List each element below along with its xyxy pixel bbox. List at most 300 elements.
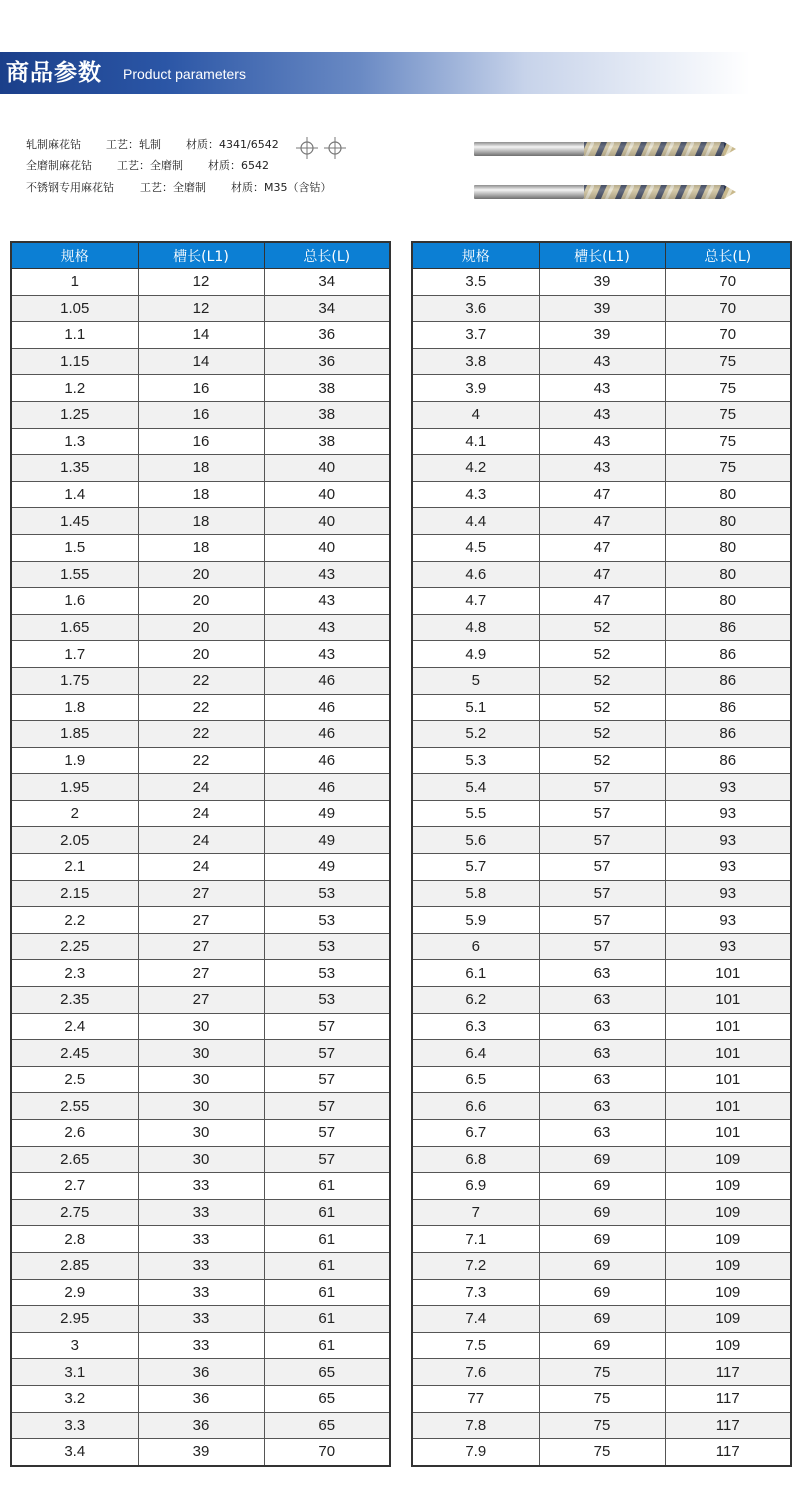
spec-line-rolled — [26, 137, 279, 153]
cell-flute-length: 22 — [138, 667, 264, 694]
table-row — [11, 588, 390, 615]
table-row — [11, 375, 390, 402]
cell-spec: 2.35 — [11, 987, 138, 1014]
cell-spec: 4.5 — [412, 534, 539, 561]
table-row — [11, 481, 390, 508]
cell-flute-length: 24 — [138, 827, 264, 854]
cell-spec: 2.2 — [11, 907, 138, 934]
table-row — [11, 269, 390, 296]
table-row — [412, 348, 791, 375]
table-row — [412, 534, 791, 561]
cell-flute-length: 63 — [539, 960, 665, 987]
table-row — [412, 322, 791, 349]
cell-total-length: 57 — [264, 1146, 390, 1173]
cell-spec: 5.6 — [412, 827, 539, 854]
cell-flute-length: 63 — [539, 1013, 665, 1040]
cell-total-length: 40 — [264, 455, 390, 482]
cell-spec: 7.5 — [412, 1332, 539, 1359]
table-row — [11, 1359, 390, 1386]
cell-spec: 7.6 — [412, 1359, 539, 1386]
table-row — [412, 1439, 791, 1466]
table-row — [11, 1439, 390, 1466]
cell-flute-length: 24 — [138, 774, 264, 801]
table-row — [11, 428, 390, 455]
cell-spec: 1.45 — [11, 508, 138, 535]
cell-flute-length: 30 — [138, 1066, 264, 1093]
cell-spec: 1.2 — [11, 375, 138, 402]
cell-total-length: 80 — [665, 561, 791, 588]
cell-spec: 5.5 — [412, 800, 539, 827]
cell-total-length: 101 — [665, 1093, 791, 1120]
cell-flute-length: 47 — [539, 508, 665, 535]
table-row — [11, 880, 390, 907]
spec-name: 轧制麻花钻 — [26, 138, 81, 151]
cell-total-length: 46 — [264, 694, 390, 721]
cell-flute-length: 63 — [539, 1066, 665, 1093]
cell-spec: 5.7 — [412, 854, 539, 881]
cell-flute-length: 30 — [138, 1093, 264, 1120]
cell-spec: 1.75 — [11, 667, 138, 694]
cell-flute-length: 33 — [138, 1332, 264, 1359]
cell-total-length: 80 — [665, 508, 791, 535]
cell-flute-length: 52 — [539, 747, 665, 774]
cell-total-length: 61 — [264, 1279, 390, 1306]
table-header-row — [11, 242, 390, 269]
cell-total-length: 36 — [264, 322, 390, 349]
cell-spec: 5.1 — [412, 694, 539, 721]
table-row — [11, 987, 390, 1014]
cell-spec: 2.25 — [11, 933, 138, 960]
table-row — [412, 987, 791, 1014]
table-row — [412, 1173, 791, 1200]
table-row — [11, 1252, 390, 1279]
cell-spec: 6.9 — [412, 1173, 539, 1200]
table-row — [412, 1226, 791, 1253]
cell-spec: 7.3 — [412, 1279, 539, 1306]
cell-flute-length: 18 — [138, 481, 264, 508]
cell-total-length: 43 — [264, 588, 390, 615]
cell-spec: 2.4 — [11, 1013, 138, 1040]
table-row — [412, 747, 791, 774]
cell-total-length: 70 — [665, 295, 791, 322]
cell-total-length: 57 — [264, 1066, 390, 1093]
table-row — [11, 1332, 390, 1359]
cell-flute-length: 33 — [138, 1199, 264, 1226]
cell-flute-length: 18 — [138, 534, 264, 561]
cell-spec: 2.75 — [11, 1199, 138, 1226]
table-row — [11, 1066, 390, 1093]
cell-spec: 77 — [412, 1385, 539, 1412]
cell-spec: 7.8 — [412, 1412, 539, 1439]
table-row — [11, 561, 390, 588]
table-row — [412, 800, 791, 827]
cell-flute-length: 57 — [539, 827, 665, 854]
column-header-spec: 规格 — [11, 242, 138, 269]
cell-spec: 1.95 — [11, 774, 138, 801]
cell-flute-length: 18 — [138, 455, 264, 482]
cell-total-length: 86 — [665, 721, 791, 748]
cell-total-length: 70 — [665, 269, 791, 296]
cell-spec: 4.1 — [412, 428, 539, 455]
cell-total-length: 65 — [264, 1359, 390, 1386]
cell-flute-length: 43 — [539, 401, 665, 428]
cell-flute-length: 22 — [138, 747, 264, 774]
cell-flute-length: 43 — [539, 375, 665, 402]
cell-flute-length: 24 — [138, 800, 264, 827]
cell-flute-length: 69 — [539, 1226, 665, 1253]
cell-total-length: 101 — [665, 1013, 791, 1040]
cell-spec: 1.6 — [11, 588, 138, 615]
column-header-flute-length: 槽长(L1) — [539, 242, 665, 269]
table-row — [412, 960, 791, 987]
cell-spec: 2.85 — [11, 1252, 138, 1279]
cell-spec: 1.85 — [11, 721, 138, 748]
cell-total-length: 49 — [264, 827, 390, 854]
cell-spec: 5.2 — [412, 721, 539, 748]
cell-total-length: 75 — [665, 428, 791, 455]
table-row — [412, 694, 791, 721]
cell-flute-length: 16 — [138, 428, 264, 455]
spec-process: 工艺：全磨制 — [117, 159, 183, 172]
cell-total-length: 109 — [665, 1173, 791, 1200]
cell-spec: 2.15 — [11, 880, 138, 907]
cell-spec: 4.7 — [412, 588, 539, 615]
cell-total-length: 53 — [264, 960, 390, 987]
cell-spec: 4.2 — [412, 455, 539, 482]
cell-flute-length: 63 — [539, 1093, 665, 1120]
table-row — [11, 401, 390, 428]
spec-name: 不锈钢专用麻花钻 — [26, 181, 114, 194]
table-row — [11, 455, 390, 482]
table-row — [11, 1279, 390, 1306]
table-row — [412, 907, 791, 934]
table-row — [11, 827, 390, 854]
cell-total-length: 109 — [665, 1279, 791, 1306]
cell-spec: 1.55 — [11, 561, 138, 588]
cell-spec: 6.2 — [412, 987, 539, 1014]
cell-flute-length: 69 — [539, 1332, 665, 1359]
cell-total-length: 40 — [264, 508, 390, 535]
cell-total-length: 75 — [665, 375, 791, 402]
table-row — [11, 508, 390, 535]
table-row — [11, 1173, 390, 1200]
cell-total-length: 61 — [264, 1252, 390, 1279]
tolerance-symbol-icon — [324, 137, 346, 159]
table-row — [412, 1332, 791, 1359]
table-row — [412, 375, 791, 402]
spec-line-stainless — [26, 180, 332, 196]
table-row — [11, 1412, 390, 1439]
table-row — [11, 641, 390, 668]
cell-flute-length: 52 — [539, 721, 665, 748]
cell-spec: 1.1 — [11, 322, 138, 349]
cell-flute-length: 16 — [138, 375, 264, 402]
cell-spec: 6.8 — [412, 1146, 539, 1173]
cell-spec: 3.5 — [412, 269, 539, 296]
table-row — [11, 960, 390, 987]
table-row — [11, 854, 390, 881]
table-row — [412, 1412, 791, 1439]
table-row — [412, 401, 791, 428]
table-row — [11, 667, 390, 694]
cell-flute-length: 20 — [138, 588, 264, 615]
cell-total-length: 46 — [264, 667, 390, 694]
cell-flute-length: 75 — [539, 1439, 665, 1466]
table-row — [412, 1040, 791, 1067]
cell-flute-length: 47 — [539, 534, 665, 561]
cell-total-length: 117 — [665, 1412, 791, 1439]
cell-spec: 1.35 — [11, 455, 138, 482]
table-row — [11, 1146, 390, 1173]
cell-spec: 2.6 — [11, 1120, 138, 1147]
cell-spec: 3.3 — [11, 1412, 138, 1439]
cell-spec: 1.65 — [11, 614, 138, 641]
cell-spec: 3.2 — [11, 1385, 138, 1412]
cell-spec: 6 — [412, 933, 539, 960]
cell-flute-length: 57 — [539, 774, 665, 801]
cell-flute-length: 39 — [138, 1439, 264, 1466]
cell-flute-length: 27 — [138, 987, 264, 1014]
drill-bit-icon — [474, 183, 736, 201]
table-row — [412, 1279, 791, 1306]
cell-total-length: 109 — [665, 1146, 791, 1173]
cell-spec: 2.7 — [11, 1173, 138, 1200]
table-row — [412, 269, 791, 296]
cell-total-length: 93 — [665, 933, 791, 960]
cell-spec: 1.4 — [11, 481, 138, 508]
cell-flute-length: 75 — [539, 1412, 665, 1439]
cell-flute-length: 20 — [138, 641, 264, 668]
cell-flute-length: 33 — [138, 1306, 264, 1333]
column-header-total-length: 总长(L) — [665, 242, 791, 269]
cell-spec: 6.3 — [412, 1013, 539, 1040]
cell-total-length: 40 — [264, 534, 390, 561]
cell-total-length: 57 — [264, 1040, 390, 1067]
table-row — [412, 1385, 791, 1412]
table-row — [412, 1306, 791, 1333]
cell-total-length: 109 — [665, 1332, 791, 1359]
cell-flute-length: 69 — [539, 1252, 665, 1279]
table-row — [11, 907, 390, 934]
cell-spec: 2 — [11, 800, 138, 827]
cell-total-length: 65 — [264, 1412, 390, 1439]
table-row — [412, 880, 791, 907]
cell-spec: 3.6 — [412, 295, 539, 322]
cell-flute-length: 39 — [539, 322, 665, 349]
cell-flute-length: 57 — [539, 854, 665, 881]
cell-flute-length: 36 — [138, 1412, 264, 1439]
tolerance-symbol-icon — [296, 137, 318, 159]
table-row — [412, 295, 791, 322]
cell-total-length: 49 — [264, 800, 390, 827]
table-row — [11, 933, 390, 960]
table-row — [11, 721, 390, 748]
cell-total-length: 46 — [264, 721, 390, 748]
table-row — [412, 1093, 791, 1120]
spec-process: 工艺：全磨制 — [140, 181, 206, 194]
cell-total-length: 34 — [264, 295, 390, 322]
column-header-total-length: 总长(L) — [264, 242, 390, 269]
cell-flute-length: 36 — [138, 1359, 264, 1386]
cell-total-length: 53 — [264, 933, 390, 960]
cell-flute-length: 52 — [539, 694, 665, 721]
cell-total-length: 49 — [264, 854, 390, 881]
table-row — [412, 508, 791, 535]
cell-total-length: 43 — [264, 614, 390, 641]
cell-total-length: 86 — [665, 694, 791, 721]
cell-total-length: 46 — [264, 774, 390, 801]
drill-bit-icon — [474, 140, 736, 158]
cell-flute-length: 12 — [138, 269, 264, 296]
cell-total-length: 38 — [264, 375, 390, 402]
section-subtitle: Product parameters — [123, 66, 246, 82]
cell-spec: 1.3 — [11, 428, 138, 455]
table-row — [412, 721, 791, 748]
cell-total-length: 93 — [665, 827, 791, 854]
cell-total-length: 57 — [264, 1093, 390, 1120]
cell-spec: 2.1 — [11, 854, 138, 881]
cell-flute-length: 75 — [539, 1359, 665, 1386]
cell-spec: 1.15 — [11, 348, 138, 375]
table-row — [412, 1146, 791, 1173]
cell-flute-length: 33 — [138, 1226, 264, 1253]
cell-flute-length: 20 — [138, 561, 264, 588]
cell-flute-length: 16 — [138, 401, 264, 428]
cell-spec: 1.7 — [11, 641, 138, 668]
cell-spec: 6.4 — [412, 1040, 539, 1067]
cell-spec: 3.4 — [11, 1439, 138, 1466]
cell-total-length: 40 — [264, 481, 390, 508]
table-row — [412, 933, 791, 960]
cell-total-length: 70 — [665, 322, 791, 349]
cell-spec: 5.9 — [412, 907, 539, 934]
cell-spec: 7.9 — [412, 1439, 539, 1466]
cell-total-length: 57 — [264, 1013, 390, 1040]
spec-material: 材质：4341/6542 — [186, 138, 279, 151]
table-row — [412, 1199, 791, 1226]
cell-spec: 1.5 — [11, 534, 138, 561]
cell-total-length: 61 — [264, 1226, 390, 1253]
spec-process: 工艺：轧制 — [106, 138, 161, 151]
table-row — [11, 1199, 390, 1226]
cell-total-length: 101 — [665, 987, 791, 1014]
cell-total-length: 70 — [264, 1439, 390, 1466]
cell-total-length: 75 — [665, 348, 791, 375]
table-row — [11, 614, 390, 641]
cell-total-length: 117 — [665, 1385, 791, 1412]
cell-flute-length: 20 — [138, 614, 264, 641]
cell-total-length: 93 — [665, 907, 791, 934]
cell-flute-length: 22 — [138, 721, 264, 748]
cell-flute-length: 24 — [138, 854, 264, 881]
table-row — [412, 1120, 791, 1147]
cell-total-length: 109 — [665, 1306, 791, 1333]
cell-flute-length: 30 — [138, 1146, 264, 1173]
cell-flute-length: 47 — [539, 561, 665, 588]
cell-flute-length: 69 — [539, 1279, 665, 1306]
section-title: 商品参数 — [6, 60, 102, 86]
cell-flute-length: 69 — [539, 1199, 665, 1226]
cell-spec: 5 — [412, 667, 539, 694]
cell-flute-length: 63 — [539, 987, 665, 1014]
cell-total-length: 117 — [665, 1359, 791, 1386]
cell-total-length: 46 — [264, 747, 390, 774]
cell-spec: 6.6 — [412, 1093, 539, 1120]
cell-spec: 5.3 — [412, 747, 539, 774]
table-row — [11, 534, 390, 561]
cell-total-length: 61 — [264, 1306, 390, 1333]
cell-flute-length: 43 — [539, 428, 665, 455]
cell-spec: 6.5 — [412, 1066, 539, 1093]
cell-spec: 3.7 — [412, 322, 539, 349]
table-row — [11, 295, 390, 322]
cell-spec: 6.1 — [412, 960, 539, 987]
cell-total-length: 80 — [665, 588, 791, 615]
column-header-spec: 规格 — [412, 242, 539, 269]
cell-spec: 7.1 — [412, 1226, 539, 1253]
cell-flute-length: 63 — [539, 1040, 665, 1067]
cell-flute-length: 33 — [138, 1173, 264, 1200]
cell-total-length: 75 — [665, 455, 791, 482]
cell-spec: 6.7 — [412, 1120, 539, 1147]
cell-flute-length: 27 — [138, 907, 264, 934]
cell-total-length: 38 — [264, 428, 390, 455]
cell-total-length: 57 — [264, 1120, 390, 1147]
cell-total-length: 61 — [264, 1199, 390, 1226]
cell-spec: 4 — [412, 401, 539, 428]
table-row — [412, 428, 791, 455]
spec-material: 材质：6542 — [208, 159, 269, 172]
table-row — [412, 561, 791, 588]
cell-total-length: 43 — [264, 641, 390, 668]
table-row — [412, 455, 791, 482]
table-row — [412, 1252, 791, 1279]
cell-flute-length: 69 — [539, 1306, 665, 1333]
cell-total-length: 101 — [665, 1040, 791, 1067]
parameter-table-right — [411, 241, 792, 1467]
cell-flute-length: 39 — [539, 269, 665, 296]
cell-spec: 4.9 — [412, 641, 539, 668]
cell-total-length: 86 — [665, 747, 791, 774]
cell-spec: 1 — [11, 269, 138, 296]
table-row — [412, 774, 791, 801]
table-row — [11, 1306, 390, 1333]
cell-flute-length: 57 — [539, 880, 665, 907]
cell-flute-length: 47 — [539, 588, 665, 615]
table-row — [11, 322, 390, 349]
cell-spec: 5.4 — [412, 774, 539, 801]
cell-spec: 1.8 — [11, 694, 138, 721]
cell-flute-length: 39 — [539, 295, 665, 322]
cell-spec: 3.8 — [412, 348, 539, 375]
table-row — [412, 854, 791, 881]
cell-total-length: 109 — [665, 1252, 791, 1279]
cell-spec: 2.5 — [11, 1066, 138, 1093]
cell-total-length: 93 — [665, 800, 791, 827]
cell-flute-length: 27 — [138, 880, 264, 907]
spec-line-ground — [26, 158, 269, 174]
cell-flute-length: 57 — [539, 800, 665, 827]
cell-flute-length: 12 — [138, 295, 264, 322]
cell-spec: 7.4 — [412, 1306, 539, 1333]
spec-name: 全磨制麻花钻 — [26, 159, 92, 172]
cell-flute-length: 57 — [539, 933, 665, 960]
cell-flute-length: 75 — [539, 1385, 665, 1412]
table-row — [11, 1120, 390, 1147]
cell-spec: 7.2 — [412, 1252, 539, 1279]
cell-spec: 2.8 — [11, 1226, 138, 1253]
cell-flute-length: 43 — [539, 455, 665, 482]
